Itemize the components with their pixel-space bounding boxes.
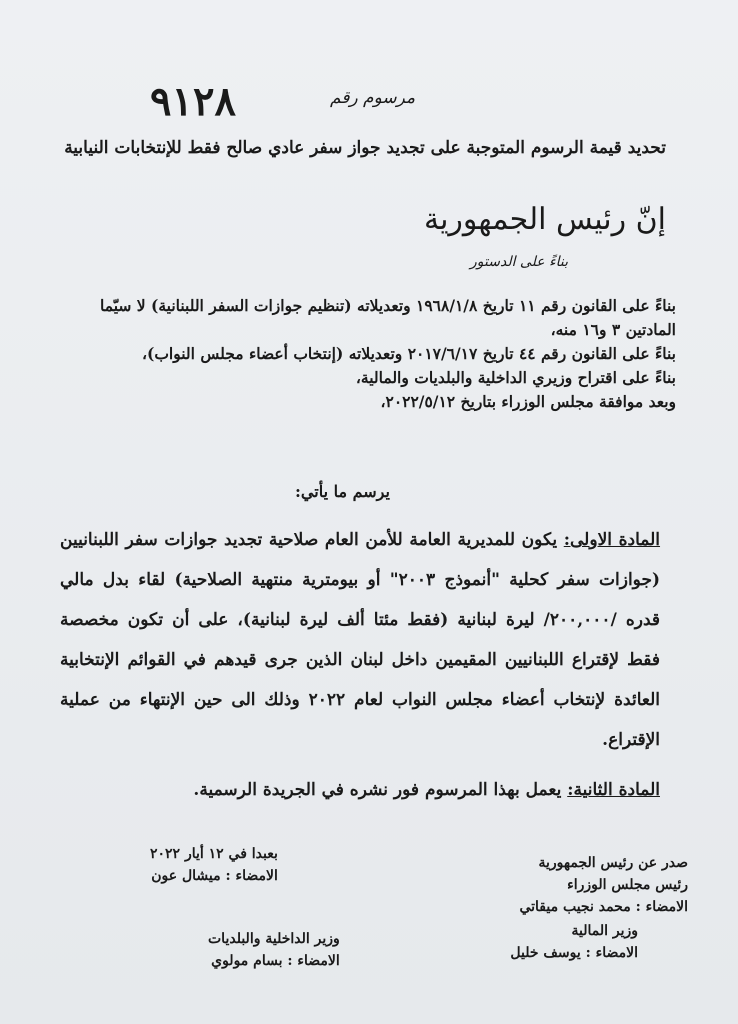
decree-number: ٩١٢٨ xyxy=(150,78,236,125)
signature-line: وزير الداخلية والبلديات xyxy=(208,931,340,947)
signature-line: صدر عن رئيس الجمهورية xyxy=(538,855,688,871)
president-heading: إنّ رئيس الجمهورية xyxy=(423,202,666,237)
finance-minister-signature xyxy=(510,920,638,964)
prime-minister-signature xyxy=(519,852,688,918)
signature-line: بعبدا في ١٢ أيار ٢٠٢٢ xyxy=(150,846,278,862)
article-text: يعمل بهذا المرسوم فور نشره في الجريدة الرسمية. xyxy=(193,780,562,800)
signature-line: الامضاء : يوسف خليل xyxy=(510,945,638,961)
preamble-line: وبعد موافقة مجلس الوزراء بتاريخ ٢٠٢٢/٥/١٢، xyxy=(380,392,676,411)
preamble-line: بناءً على القانون رقم ٤٤ تاريخ ٢٠١٧/٦/١٧ وتعديلاته (إنتخاب أعضاء مجلس النواب)، xyxy=(142,344,676,363)
decree-title: تحديد قيمة الرسوم المتوجبة على تجديد جواز سفر عادي صالح فقط للإنتخابات النيابية xyxy=(64,138,666,158)
decrees-label: يرسم ما يأتي: xyxy=(295,482,390,501)
signature-line: الامضاء : محمد نجيب ميقاتي xyxy=(519,899,688,915)
signature-line: الامضاء : ميشال عون xyxy=(151,868,278,884)
article-text: يكون للمديرية العامة للأمن العام صلاحية تجديد جوازات سفر اللبنانيين (جوازات سفر كحلية "أنموذج ٢٠٠٣" أو بيومترية منتهية الصلاحية) لقاء بدل مالي قدره /٢٠٠,٠٠٠/ ليرة لبنانية (فقط مئتا ألف ليرة لبنانية)، على أن تكون مخصصة فقط لإقتراع اللبنانيين المقيمين داخل لبنان الذين جرى قيدهم في القوائم الإنتخابية العائدة لإنتخاب أعضاء مجلس النواب لعام ٢٠٢٢ وذلك الى حين الإنتهاء من عملية الإقتراع. xyxy=(60,530,661,750)
article-1 xyxy=(60,520,660,760)
interior-minister-signature xyxy=(208,928,340,972)
president-signature xyxy=(150,843,278,887)
constitution-line: بناءً على الدستور xyxy=(470,254,568,270)
article-heading: المادة الثانية: xyxy=(567,780,660,800)
signature-line: الامضاء : بسام مولوي xyxy=(211,953,340,969)
signature-line: رئيس مجلس الوزراء xyxy=(567,877,688,893)
preamble xyxy=(56,294,676,414)
decree-label: مرسوم رقم xyxy=(330,88,416,108)
preamble-line: بناءً على القانون رقم ١١ تاريخ ١٩٦٨/١/٨ وتعديلاته (تنظيم جوازات السفر اللبنانية) لا سيّما المادتين ٣ و١٦ منه، xyxy=(100,296,676,339)
article-heading: المادة الاولى: xyxy=(563,530,661,550)
preamble-line: بناءً على اقتراح وزيري الداخلية والبلديات والمالية، xyxy=(355,368,676,387)
signature-line: وزير المالية xyxy=(571,923,638,939)
article-2 xyxy=(60,778,660,802)
